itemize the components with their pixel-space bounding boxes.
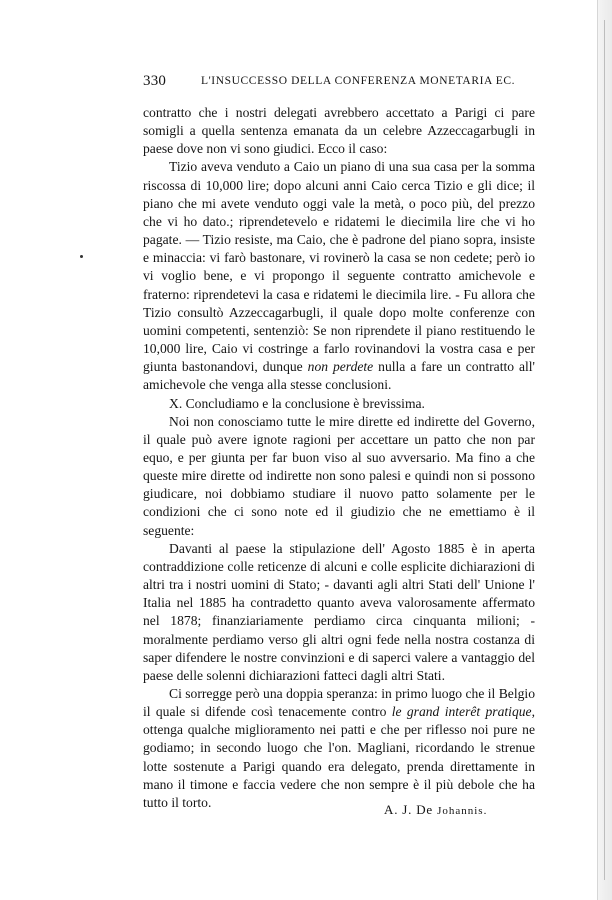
gutter-line bbox=[604, 20, 605, 880]
paragraph-3: X. Concludiamo e la conclusione è brevissima. bbox=[169, 395, 425, 411]
paragraph-5: Davanti al paese la stipulazione dell' Agosto 1885 è in aperta contraddizione colle reticenze di alcuni e colle esplicite dichiarazioni di altri tra i nostri uomini di Stato; - davanti agli altri Stati dell' Unione l' Italia nel 1885 ha contradetto quanto aveva valorosamente affermato nel 1878; finanziariamente perdiamo circa cinquanta milioni; - moralmente perdiamo verso gli altri ogni fede nella nostra costanza di saper difendere le nostre convinzioni e di saperci valere a vantaggio del paese delle solenni dichiarazioni fatteci dagli altri Stati. bbox=[143, 540, 535, 683]
paragraph-4: Noi non conosciamo tutte le mire dirette ed indirette del Governo, il quale può avere ignote ragioni per accettare un patto che non par equo, e per giunta per far buon viso al suo avversario. Ma fino a che queste mire dirette od indirette non sono palesi e quindi non si possono giudicare, noi dobbiamo studiare il nuovo patto solamente per le condizioni che ci sono note ed il giudizio che ne emettiamo è il seguente: bbox=[143, 413, 535, 538]
signature bbox=[384, 802, 487, 818]
paragraph-6-tail: ottenga qualche miglioramento nei patti e che per riflesso noi pure ne godiamo; in secondo luogo che l'on. Magliani, ricordando le strenue lotte sostenute a Parigi quando era delegato, prenda direttamente in mano il timone e faccia vedere che non sempre è il più debole che ha tutto il torto. bbox=[143, 722, 535, 810]
text-body bbox=[143, 104, 535, 812]
italic-non-perdete: non perdete bbox=[307, 359, 374, 375]
paragraph-1: contratto che i nostri delegati avrebbero accettato a Parigi ci pare somigli a quella sentenza emanata da un celebre Azzeccagarbugli in paese dove non vi sono giudici. Ecco il caso: bbox=[143, 105, 535, 157]
running-title: L'INSUCCESSO DELLA CONFERENZA MONETARIA EC. bbox=[201, 75, 516, 87]
italic-grand-interet: le grand interêt pratique bbox=[391, 704, 532, 720]
running-header bbox=[143, 73, 533, 93]
paragraph-2-text: Tizio aveva venduto a Caio un piano di una sua casa per la somma riscossa di 10,000 lire; dopo alcuni anni Caio cerca Tizio e gli dice; il piano che mi avete venduto oggi vale la metà, o poco più, del prezzo che vi ho dato.; riprendetevelo e ridatemi le diecimila lire che vi ho pagate. — Tizio resiste, ma Caio, che è padrone del piano sopra, insiste e minaccia: vi farò bastonare, vi rovinerò la casa se non cedete; però io vi voglio bene, e vi propongo il seguente contratto amichevole e fraterno: riprendetevi la casa e ridatemi le diecimila lire. - Fu allora che Tizio consultò Azzeccagarbugli, il quale dopo molte conferenze con uomini competenti, sentenziò: Se non riprendete il piano restituendo le 10,000 lire, Caio vi costringe a farlo rovinandovi la vostra casa e per giunta bastonandovi, dunque bbox=[143, 159, 535, 375]
paragraph-6-text: Ci sorregge però una doppia speranza: in primo luogo che il Belgio il quale si difende così tenacemente contro bbox=[143, 686, 535, 720]
paragraph-6: Ci sorregge però una doppia speranza: in primo luogo che il Belgio il quale si difende così tenacemente contro le grand interêt pratique, ottenga qualche miglioramento nei patti e che per riflesso noi pure ne godiamo; in secondo luogo che l'on. Magliani, ricordando le strenue lotte sostenute a Parigi quando era delegato, prenda direttamente in mano il timone e faccia vedere che non sempre è il più debole che ha tutto il torto. bbox=[143, 686, 535, 810]
paragraph-2-tail: nulla a fare un contratto all' amichevole che venga alla stesse conclusioni. bbox=[143, 359, 535, 393]
signature-surname: Johannis. bbox=[437, 805, 488, 817]
ink-spot bbox=[80, 255, 83, 258]
signature-initials: A. J. De bbox=[384, 802, 434, 817]
page-number: 330 bbox=[143, 73, 167, 89]
paragraph-2 bbox=[143, 158, 535, 394]
